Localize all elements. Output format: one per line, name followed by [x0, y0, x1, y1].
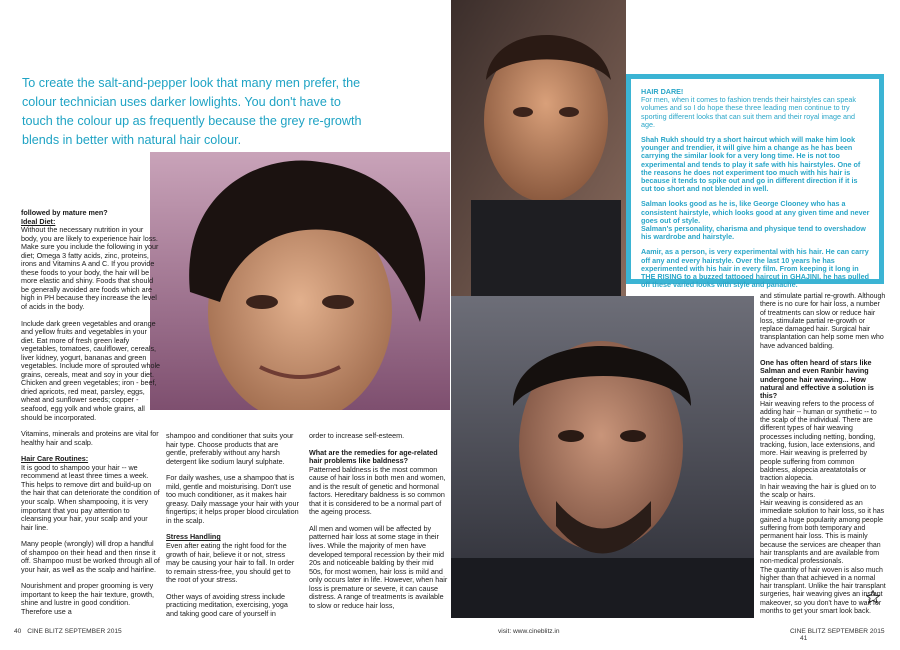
page-number-right: 41: [800, 635, 808, 642]
sidebar-salman-1: Salman looks good as he is, like George Clooney who has a consistent hairstyle, which looks good at any given time and never goes out of style.: [641, 199, 870, 225]
magazine-name-right: CINE BLITZ SEPTEMBER 2015: [790, 628, 885, 635]
page-number-left: 40: [14, 628, 22, 635]
col2-paragraph: For daily washes, use a shampoo that is mild, gentle and moisturising. Don't use too much conditioner, as it makes hair greasy. Daily massage your hair with your fingertips; it helps proper blood circulation in the scalp.: [166, 473, 299, 525]
photo-aamir: [451, 296, 754, 618]
pull-quote: To create the salt-and-pepper look that many men prefer, the colour technician uses darker lowlights. You don't have to touch the colour up as frequently because the grey re-growth blends in better with natural hair colour.: [22, 76, 362, 147]
col1-paragraph: Include dark green vegetables and orange and yellow fruits and vegetables in your diet. Eat more of fresh green leafy vegetables, tomatoes, cauliflower, cereals, liver kidney, yogurt, bananas and green vegetables. Include more of sprouted whole grains, cereals, meat and soy in your diet. Chicken and green vegetables; iron - beef, dried apricots, red meat, parsley, eggs, wheat and sunflower seeds; copper - seafood, egg yolk and whole grains, all should be incorporated.: [21, 318, 161, 422]
col1-lead: followed by mature men?: [21, 208, 108, 217]
sidebar-aamir: Aamir, as a person, is very experimental with his hair. He can carry off any and every hairstyle. Over the last 10 years he has experimented with his hair in every film. From keeping it long in THE RISING to a buzzed tattooed haircut in GHAJINI, he has pulled off these varied looks with style and panache.: [641, 247, 870, 290]
col1-paragraph: Many people (wrongly) will drop a handful of shampoo on their head and then rinse it off. Shampoo must be worked through all of your hair, as well as the scalp and hairline.: [21, 539, 160, 574]
col2-paragraph: Other ways of avoiding stress include practicing meditation, exercising, yoga and taking good care of yourself in: [166, 591, 288, 618]
photo-shahrukh: [150, 152, 450, 410]
footer-visit: visit: www.cineblitz.in: [498, 628, 560, 635]
col3-paragraph: order to increase self-esteem.: [309, 431, 405, 440]
footer-right: [790, 628, 900, 642]
heading-stress-handling: Stress Handling: [166, 532, 221, 542]
col4-paragraph: Hair weaving is considered as an immediate solution to hair loss, so it has gained a huge popularity among people suffering from both temporary and permanent hair loss. This is mainly because the services are cheaper than hair transplants and are available from non-medical professionals.: [760, 500, 885, 566]
col3-paragraph: Patterned baldness is the most common cause of hair loss in both men and women, and is the result of genetic and hormonal factors. Hereditary baldness is so common that it is considered to be a normal part of the ageing process.: [309, 464, 446, 517]
heading-ideal-diet: Ideal Diet:: [21, 216, 56, 226]
col2-paragraph: Even after eating the right food for the growth of hair, believe it or not, stress may be causing your hair to fall. In order to remain stress-free, you should get to the root of your stress.: [166, 541, 295, 585]
photo-salman: [451, 0, 626, 296]
footer-left: [14, 628, 122, 635]
sidebar-salman-2: Salman's personality, charisma and physique tend to overshadow his wardrobe and hairstyle.: [641, 224, 866, 242]
heading-hair-care-routines: Hair Care Routines:: [21, 454, 89, 464]
end-star-icon: [866, 590, 880, 604]
col1-paragraph: Vitamins, minerals and proteins are vital for healthy hair and scalp.: [21, 429, 159, 447]
col3-paragraph: All men and women will be affected by patterned hair loss at some stage in their lives. While the majority of men have developed temporal recession by their mid 20s and noticeable balding by their mid 50s, for most women, hair loss is mild and only occurs later in life. However, when hair loss is premature or severe, it can cause distress. A range of treatments is available to slow or reduce hair loss,: [309, 523, 448, 610]
heading-remedies: What are the remedies for age-related hair problems like baldness?: [309, 447, 438, 466]
col4-paragraph: Hair weaving refers to the process of adding hair -- human or synthetic -- to the scalp of the individual. There are different types of hair weaving processes including netting, bonding, tracking, fusion, lace extensions, and more. Hair weaving is preferred by people suffering from common baldness, alopecia areatatotalis or traction alopecia.: [760, 400, 877, 483]
hair-dare-sidebar: [626, 74, 884, 290]
magazine-name-left: CINE BLITZ SEPTEMBER 2015: [27, 628, 122, 635]
sidebar-title: HAIR DARE!: [641, 87, 684, 96]
column-3: [309, 432, 449, 618]
column-2: [166, 432, 300, 626]
col1-paragraph: Without the necessary nutrition in your body, you are likely to experience hair loss. Make sure you include the following in your diet; Omega 3 fatty acids, zinc, proteins, irons and Vitamins A and C. If you provide these foods to your body, the hair will be more elastic and shiny. Foods that should be generally avoided are foods which are high in PH because they increase the level of acids in the body.: [21, 225, 159, 312]
col2-paragraph: shampoo and conditioner that suits your hair type. Choose products that are gentle, preferably without any harsh detergent like sodium lauryl sulphate.: [166, 431, 294, 466]
col1-paragraph: Nourishment and proper grooming is very important to keep the hair texture, growth, shine and lustre in good condition. Therefore use a: [21, 581, 155, 616]
sidebar-shahrukh: Shah Rukh should try a short haircut which will make him look younger and trendier, it will give him a change as he has been carrying the similar look for a very long time. He is not too experimental and tends to play it safe with his hairstyles. One of the reasons he does not experiment too much with his hair is because it tends to spike out and go in different direction if it is cut too short and not blended in well.: [641, 135, 861, 194]
column-4: [760, 293, 886, 616]
col4-paragraph: The quantity of hair woven is also much higher than that achieved in a normal hair transplant. Unlike the hair transplant surgeries, hair weaving gives an instant makeover, so you don't have to wait for months to get your smart look back.: [760, 566, 886, 615]
col1-paragraph: It is good to shampoo your hair -- we recommend at least three times a week. This helps to remove dirt and build-up on the hair that can deteriorate the condition of your scalp. When shampooing, it is very important that you pay attention to cleansing your hair, your scalp and your hair line.: [21, 462, 160, 532]
col4-paragraph: In hair weaving the hair is glued on to the scalp or hairs.: [760, 483, 876, 499]
column-1: [21, 209, 161, 625]
col4-paragraph: and stimulate partial re-growth. Although there is no cure for hair loss, a number of treatments can slow or reduce hair loss, stimulate partial re-growth or replace damaged hair. Surgical hair transplantation can help some men who have advanced balding.: [760, 293, 886, 350]
sidebar-intro: For men, when it comes to fashion trends their hairstyles can speak volumes and so I do hope these three leading men continue to try sporting different looks that can suit them and their royal image and age.: [641, 95, 856, 129]
heading-hair-weaving: One has often heard of stars like Salman and even Ranbir having undergone hair weaving... How natural and effective a solution is this?: [760, 358, 874, 401]
